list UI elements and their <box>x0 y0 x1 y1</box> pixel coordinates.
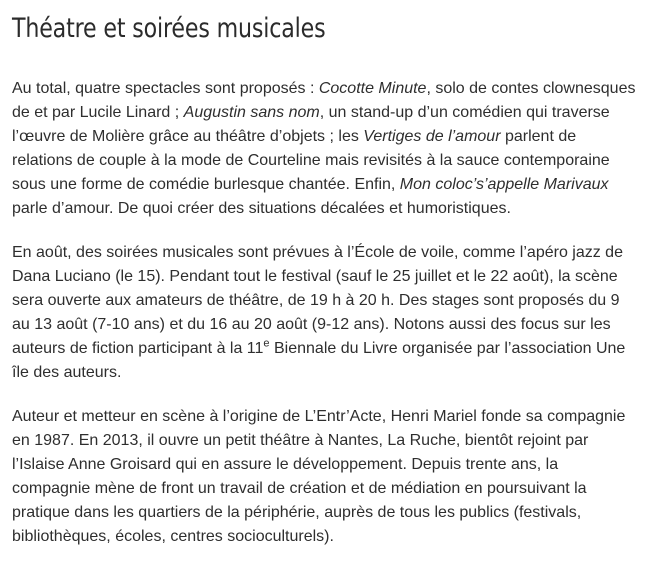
text-segment: Biennale du Livre organisée par l’association Une île des auteurs. <box>12 340 626 381</box>
section-heading: Théatre et soirées musicales <box>12 13 326 44</box>
ordinal-superscript: e <box>263 337 270 350</box>
paragraph-company: Auteur et metteur en scène à l’origine de L’Entr’Acte, Henri Mariel fonde sa compagnie en 1987. En 2013, il ouvre un petit théâtre à Nantes, La Ruche, bientôt rejoint par l’Islaise Anne Groisard qui en assure le développement. Depuis trente ans, la compagnie mène de front un travail de création et de médiation en poursuivant la pratique dans les quartiers de la périphérie, auprès de tous les publics (festivals, bibliothèques, écoles, centres socioculturels). <box>12 408 626 545</box>
show-title-cocotte-minute: Cocotte Minute <box>318 80 427 97</box>
text-segment: parlent de relations de couple à la mode de Courteline mais revisités à la sauce contemporaine sous une forme de comédie burlesque chantée. Enfin, <box>12 128 610 193</box>
text-segment: parle d’amour. De quoi créer des situations décalées et humoristiques. <box>12 200 511 217</box>
text-segment: Au total, quatre spectacles sont proposés : <box>12 80 319 97</box>
text-segment: En août, des soirées musicales sont prévues à l’École de voile, comme l’apéro jazz de Dana Luciano (le 15). Pendant tout le festival (sauf le 25 juillet et le 22 août), la scène sera ouverte aux amateurs de théâtre, de 19 h à 20 h. Des stages sont proposés du 9 au 13 août (7-10 ans) et du 16 au 20 août (9-12 ans). Notons aussi des focus sur les auteurs de fiction participant à la 11 <box>12 244 623 357</box>
paragraph-musical-evenings <box>12 241 638 385</box>
show-title-vertiges-de-l-amour: Vertiges de l’amour <box>363 128 501 145</box>
paragraph-shows <box>12 77 638 221</box>
text-segment: , un stand-up d’un comédien qui traverse l’œuvre de Molière grâce au théâtre d’objets ; les <box>12 104 610 145</box>
show-title-augustin-sans-nom: Augustin sans nom <box>183 104 320 121</box>
show-title-mon-coloc: Mon coloc’s’appelle Marivaux <box>399 176 609 193</box>
text-segment: , solo de contes clownesques de et par Lucile Linard ; <box>12 80 636 121</box>
article <box>12 0 638 549</box>
